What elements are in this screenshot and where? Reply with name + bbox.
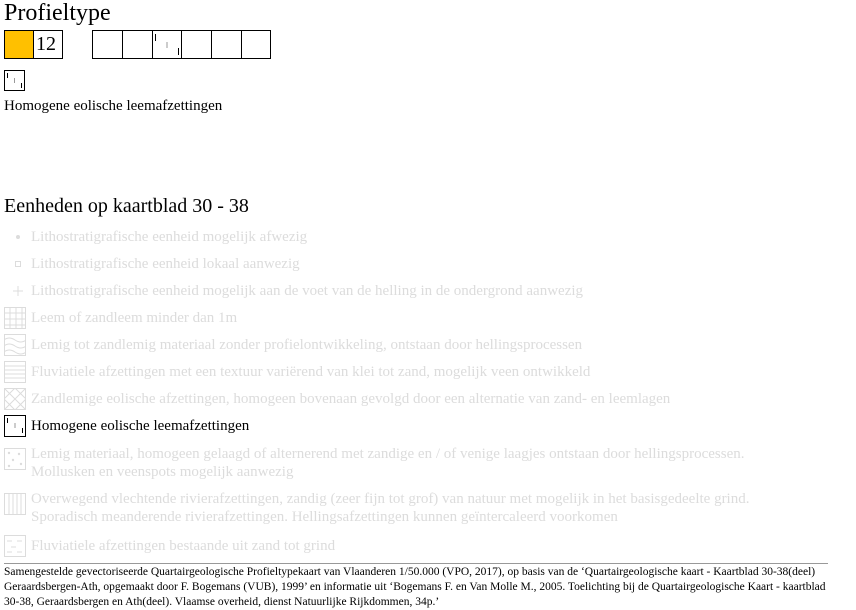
profile-description: Homogene eolische leemafzettingen [4,98,223,114]
profile-layer-3 [152,30,182,59]
grid-pattern-icon [4,307,24,327]
profile-color-swatch [4,30,34,59]
small-square-icon [4,254,24,274]
legend-item: Lithostratigrafische eenheid lokaal aanwezig [4,254,824,274]
checker-pattern-icon [4,388,24,408]
legend-item: Leem of zandleem minder dan 1m [4,307,824,329]
legend-item: Lithostratigrafische eenheid mogelijk aan de voet van de helling in de ondergrond aanwezig [4,281,824,301]
vertical-lines-icon [4,493,24,513]
profile-title: Profieltype [4,0,111,26]
legend-item: Zandlemige eolische afzettingen, homogeen bovenaan gevolgd door een alternatie van zand- en leemlagen [4,388,824,410]
dot-icon [4,227,24,247]
profile-layer-1 [92,30,123,59]
profile-layer-4 [181,30,212,59]
units-title: Eenheden op kaartblad 30 - 38 [4,195,249,217]
horizontal-lines-icon [4,361,24,381]
wave-pattern-icon [4,334,24,354]
legend-item: Overwegend vlechtende rivierafzettingen, zandig (zeer fijn tot grof) van natuur met mogelijk in het basisgedeelte grind. Sporadisch meanderende rivierafzettingen. Hellingsafzettingen kunnen geïntercaleerd voorkomen [4,490,828,530]
profile-layer-6 [241,30,271,59]
dash-pattern-icon [4,535,24,555]
legend-item: Lemig tot zandlemig materiaal zonder profielontwikkeling, ontstaan door hellingsprocessen [4,334,824,356]
profile-layer-2 [122,30,153,59]
legend-item: Fluviatiele afzettingen met een textuur variërend van klei tot zand, mogelijk veen ontwikkeld [4,361,824,383]
source-footnote: Samengestelde gevectoriseerde Quartairgeologische Profieltypekaart van Vlaanderen 1/50.000 (VPO, 2017), op basis van de ‘Quartairgeologische kaart - Kaartblad 30-38(deel) Geraardsbergen-Ath, opgemaakt door F. Bogemans (VUB), 1999’ en informatie uit ‘Bogemans F. en Van Molle M., 2005. Toelichting bij de Quartairgeologische Kaart - kaartblad 30-38, Geraardsbergen en Ath(deel). Vlaamse overheid, dienst Natuurlijke Rijkdommen, 34p.’ [4,563,828,610]
legend-item: Fluviatiele afzettingen bestaande uit zand tot grind [4,535,824,557]
profile-number: 12 [33,30,63,59]
profile-layer-5 [211,30,242,59]
legend-item: Lemig materiaal, homogeen gelaagd of alternerend met zandige en / of venige laagjes ontstaan door hellingsprocessen. Mollusken en veenspots mogelijk aanwezig [4,445,828,485]
legend-item: Lithostratigrafische eenheid mogelijk afwezig [4,227,824,247]
vertical-tick-icon [153,31,181,58]
vertical-tick-icon [4,70,25,91]
dotted-pattern-icon [4,448,24,468]
legend-item-active: Homogene eolische leemafzettingen [4,415,824,437]
vertical-tick-icon [4,415,24,435]
plus-icon [4,281,24,301]
